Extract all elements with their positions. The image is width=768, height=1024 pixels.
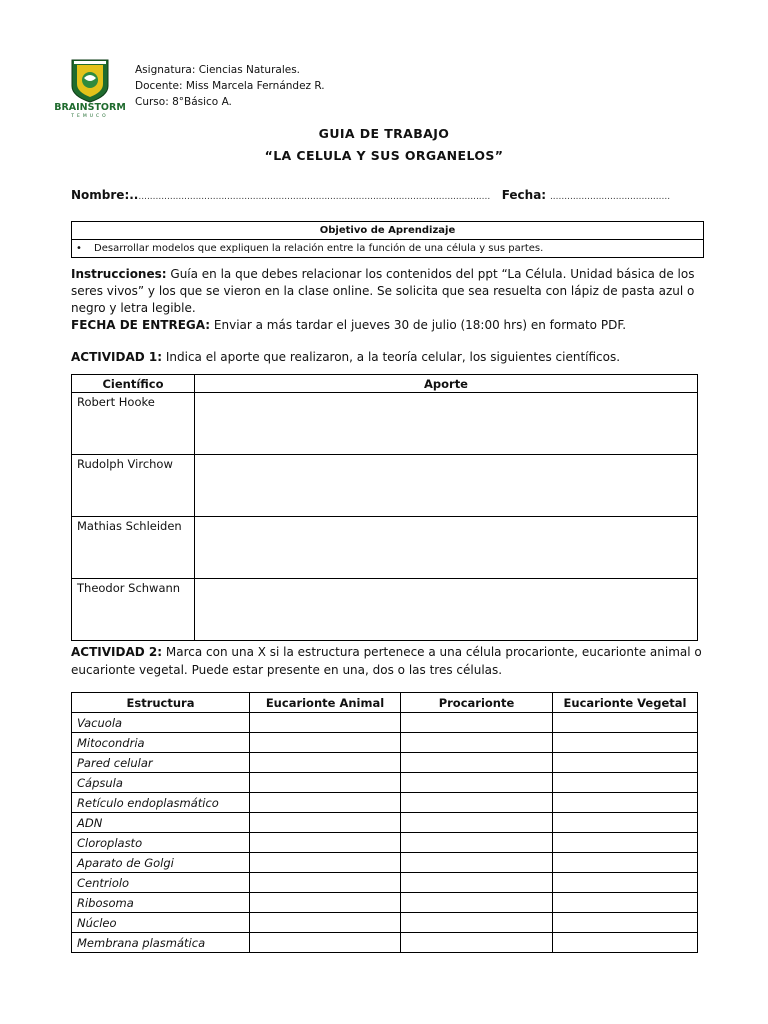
activity2-text: Marca con una X si la estructura pertenece a una célula procarionte, eucarionte animal o eucarionte vegetal. Puede estar presente en una, dos o las tres células. [71, 645, 702, 677]
mark-cell[interactable] [553, 873, 698, 893]
table-row [72, 753, 698, 773]
mark-cell[interactable] [250, 773, 401, 793]
name-field[interactable]: ........................................................................................................................... [138, 192, 491, 202]
table-row [72, 517, 698, 579]
col-plant: Eucarionte Vegetal [553, 693, 698, 713]
deadline-text: Enviar a más tardar el jueves 30 de julio (18:00 hrs) en formato PDF. [213, 318, 627, 332]
scientists-table [71, 374, 698, 641]
activity2-label: ACTIVIDAD 2: [71, 645, 163, 659]
mark-cell[interactable] [401, 733, 553, 753]
structure-name: ADN [72, 813, 250, 833]
name-label: Nombre:.. [71, 188, 139, 202]
contribution-cell[interactable] [195, 455, 698, 517]
structure-name: Retículo endoplasmático [72, 793, 250, 813]
logo-text: BRAINSTORM [54, 102, 126, 113]
scientist-name: Robert Hooke [72, 393, 195, 455]
objective-item [72, 240, 704, 258]
table-row [72, 933, 698, 953]
mark-cell[interactable] [401, 713, 553, 733]
date-field[interactable]: .......................................... [549, 192, 671, 202]
col-structure: Estructura [72, 693, 250, 713]
structures-table [71, 692, 698, 953]
table-row [72, 733, 698, 753]
mark-cell[interactable] [553, 853, 698, 873]
mark-cell[interactable] [250, 913, 401, 933]
mark-cell[interactable] [401, 853, 553, 873]
table-row [72, 873, 698, 893]
structure-name: Aparato de Golgi [72, 853, 250, 873]
mark-cell[interactable] [250, 873, 401, 893]
mark-cell[interactable] [553, 813, 698, 833]
table-row [72, 833, 698, 853]
structure-name: Cloroplasto [72, 833, 250, 853]
contribution-cell[interactable] [195, 393, 698, 455]
structure-name: Centriolo [72, 873, 250, 893]
instructions-text: Guía en la que debes relacionar los contenidos del ppt “La Célula. Unidad básica de los seres vivos” y los que se vieron en la clase online. Se solicita que sea resuelta con lápiz de pasta azul o negro y letra legible. [71, 267, 695, 315]
col-prokaryote: Procarionte [401, 693, 553, 713]
table-row [72, 455, 698, 517]
mark-cell[interactable] [250, 753, 401, 773]
mark-cell[interactable] [553, 713, 698, 733]
mark-cell[interactable] [401, 793, 553, 813]
table-row [72, 713, 698, 733]
table-row [72, 773, 698, 793]
structure-name: Pared celular [72, 753, 250, 773]
objective-header: Objetivo de Aprendizaje [72, 222, 704, 240]
objective-text: Desarrollar modelos que expliquen la relación entre la función de una célula y sus partes. [94, 243, 544, 254]
table-row [72, 393, 698, 455]
mark-cell[interactable] [553, 753, 698, 773]
mark-cell[interactable] [250, 833, 401, 853]
table-row [72, 853, 698, 873]
col-scientist: Científico [72, 375, 195, 393]
brainstorm-logo [50, 56, 130, 118]
contribution-cell[interactable] [195, 579, 698, 641]
mark-cell[interactable] [401, 753, 553, 773]
mark-cell[interactable] [401, 873, 553, 893]
table-row [72, 913, 698, 933]
col-animal: Eucarionte Animal [250, 693, 401, 713]
activity1-label: ACTIVIDAD 1: [71, 350, 163, 364]
instructions [71, 266, 703, 334]
mark-cell[interactable] [401, 773, 553, 793]
objective-box [71, 221, 704, 258]
mark-cell[interactable] [250, 893, 401, 913]
activity2-prompt [71, 643, 703, 679]
mark-cell[interactable] [401, 893, 553, 913]
bullet: • [76, 243, 82, 254]
mark-cell[interactable] [250, 813, 401, 833]
instructions-label: Instrucciones: [71, 267, 167, 281]
activity1-text: Indica el aporte que realizaron, a la teoría celular, los siguientes científicos. [165, 350, 621, 364]
name-date-row [71, 188, 701, 202]
mark-cell[interactable] [250, 933, 401, 953]
structure-name: Mitocondria [72, 733, 250, 753]
logo-subtext: TEMUCO [71, 114, 109, 118]
mark-cell[interactable] [553, 793, 698, 813]
structure-name: Cápsula [72, 773, 250, 793]
mark-cell[interactable] [401, 933, 553, 953]
structure-name: Membrana plasmática [72, 933, 250, 953]
mark-cell[interactable] [553, 893, 698, 913]
guide-title: GUIA DE TRABAJO [318, 126, 450, 141]
structure-name: Núcleo [72, 913, 250, 933]
mark-cell[interactable] [553, 733, 698, 753]
date-label: Fecha: [501, 188, 547, 202]
mark-cell[interactable] [553, 833, 698, 853]
mark-cell[interactable] [250, 733, 401, 753]
table-row [72, 793, 698, 813]
table-row [72, 893, 698, 913]
mark-cell[interactable] [250, 793, 401, 813]
mark-cell[interactable] [250, 713, 401, 733]
scientist-name: Theodor Schwann [72, 579, 195, 641]
mark-cell[interactable] [401, 833, 553, 853]
deadline-label: FECHA DE ENTREGA: [71, 318, 211, 332]
teacher-line: Docente: Miss Marcela Fernández R. [135, 80, 325, 92]
mark-cell[interactable] [401, 813, 553, 833]
mark-cell[interactable] [553, 933, 698, 953]
contribution-cell[interactable] [195, 517, 698, 579]
table-header-row [72, 375, 698, 393]
subject-line: Asignatura: Ciencias Naturales. [135, 64, 301, 76]
guide-subtitle: “LA CELULA Y SUS ORGANELOS” [264, 148, 504, 163]
mark-cell[interactable] [401, 913, 553, 933]
mark-cell[interactable] [250, 853, 401, 873]
table-header-row [72, 693, 698, 713]
course-line: Curso: 8°Básico A. [135, 96, 232, 108]
structure-name: Vacuola [72, 713, 250, 733]
col-contribution: Aporte [195, 375, 698, 393]
scientist-name: Rudolph Virchow [72, 455, 195, 517]
activity1-prompt [71, 350, 711, 364]
table-row [72, 813, 698, 833]
mark-cell[interactable] [553, 913, 698, 933]
mark-cell[interactable] [553, 773, 698, 793]
header-info [135, 62, 325, 110]
table-row [72, 579, 698, 641]
scientist-name: Mathias Schleiden [72, 517, 195, 579]
structure-name: Ribosoma [72, 893, 250, 913]
